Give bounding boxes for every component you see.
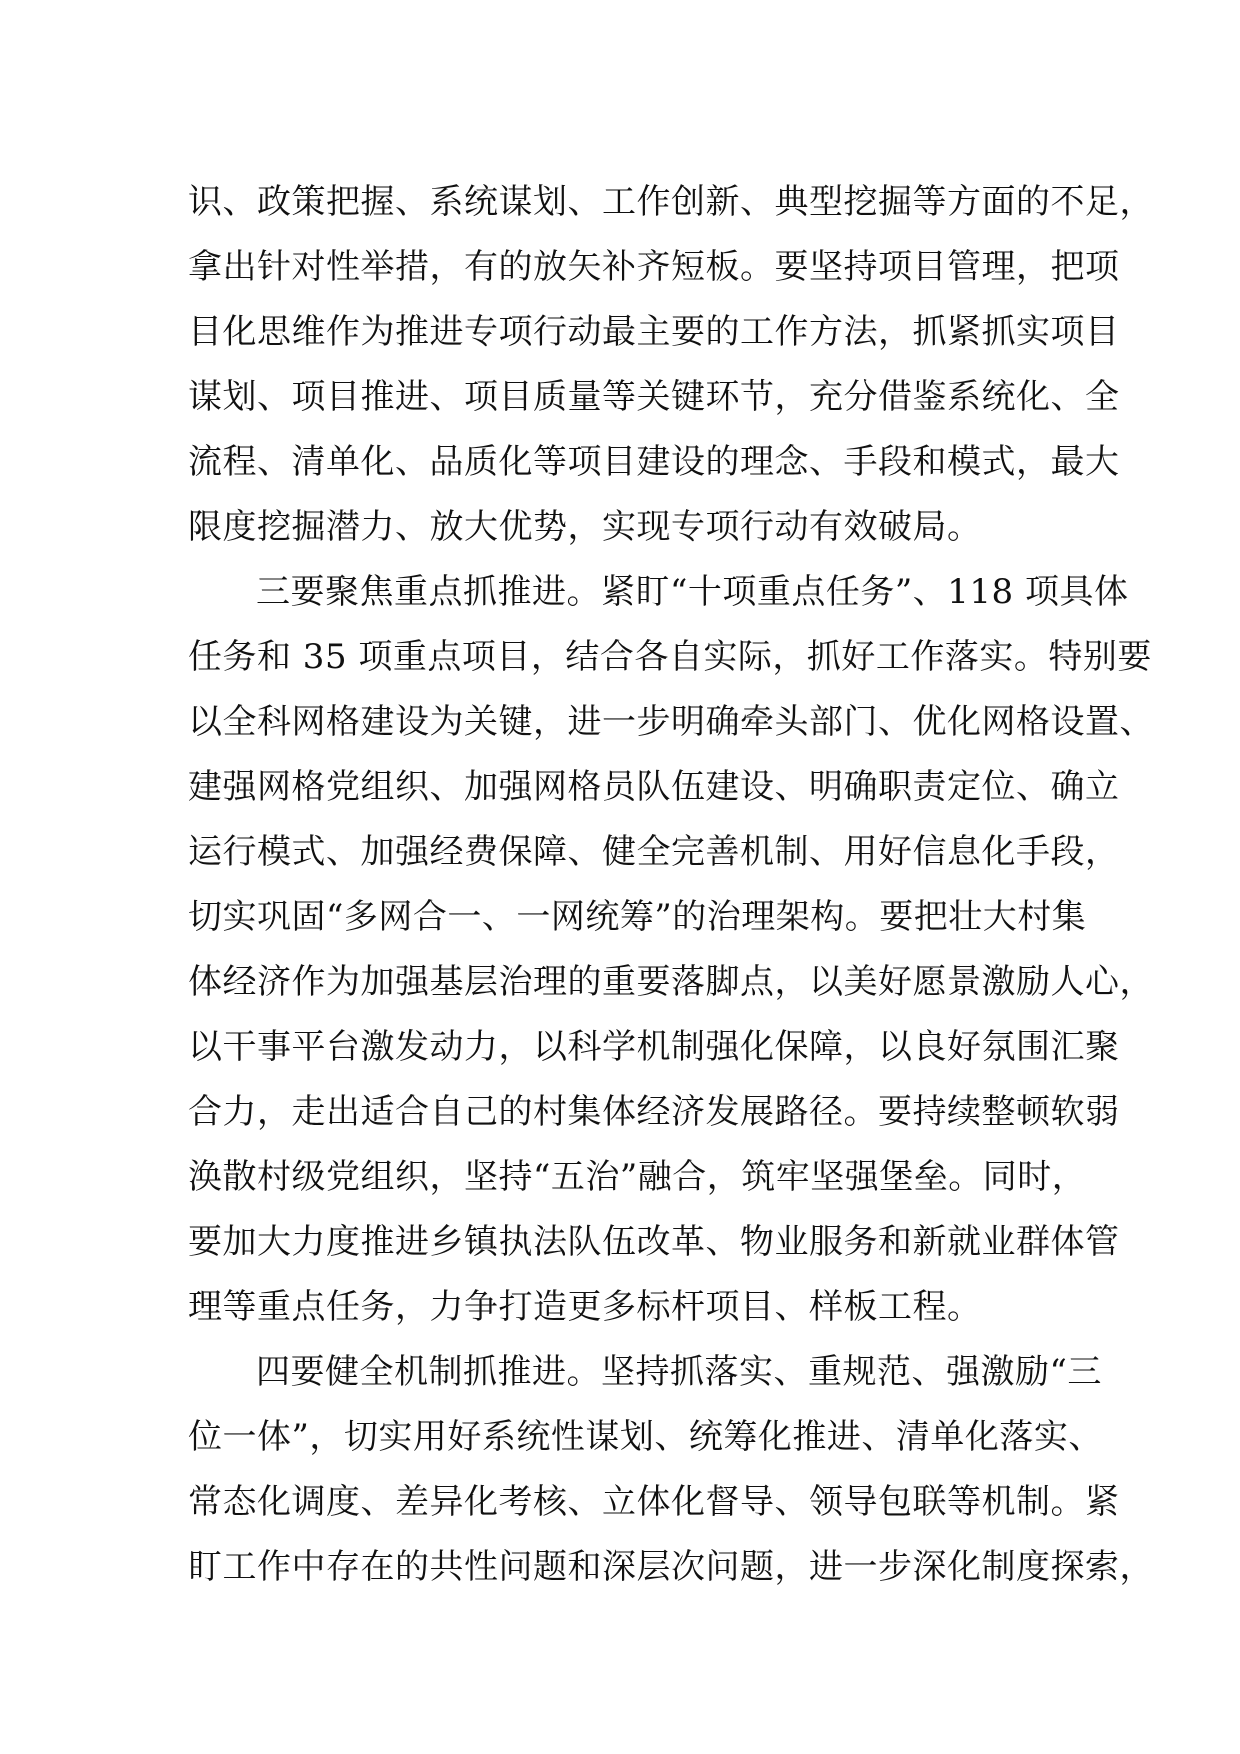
- text-line: 识、政策把握、系统谋划、工作创新、典型挖掘等方面的不足，: [188, 182, 1154, 222]
- text-line: 运行模式、加强经费保障、健全完善机制、用好信息化手段，: [188, 832, 1120, 872]
- text-line: 任务和 35 项重点项目，结合各自实际，抓好工作落实。特别要: [188, 637, 1152, 677]
- text-line: 建强网格党组织、加强网格员队伍建设、明确职责定位、确立: [188, 767, 1120, 807]
- text-line: 体经济作为加强基层治理的重要落脚点，以美好愿景激励人心，: [188, 962, 1154, 1002]
- text-line: 盯工作中存在的共性问题和深层次问题，进一步深化制度探索，: [188, 1547, 1154, 1587]
- text-line: 位一体”，切实用好系统性谋划、统筹化推进、清单化落实、: [188, 1417, 1103, 1457]
- body-text: [188, 170, 1154, 1600]
- text-line: 流程、清单化、品质化等项目建设的理念、手段和模式，最大: [188, 442, 1120, 482]
- paragraph-first-line: 四要健全机制抓推进。坚持抓落实、重规范、强激励“三: [256, 1352, 1102, 1392]
- text-line: 涣散村级党组织，坚持“五治”融合，筑牢坚强堡垒。同时，: [188, 1157, 1087, 1197]
- text-line: 目化思维作为推进专项行动最主要的工作方法，抓紧抓实项目: [188, 312, 1120, 352]
- text-line: 要加大力度推进乡镇执法队伍改革、物业服务和新就业群体管: [188, 1222, 1120, 1262]
- text-line: 以全科网格建设为关键，进一步明确牵头部门、优化网格设置、: [188, 702, 1154, 742]
- text-line: 谋划、项目推进、项目质量等关键环节，充分借鉴系统化、全: [188, 377, 1120, 417]
- paragraph-first-line: 三要聚焦重点抓推进。紧盯“十项重点任务”、118 项具体: [256, 572, 1129, 612]
- text-line: 理等重点任务，力争打造更多标杆项目、样板工程。: [188, 1287, 982, 1327]
- text-line: 合力，走出适合自己的村集体经济发展路径。要持续整顿软弱: [188, 1092, 1120, 1132]
- text-line: 以干事平台激发动力，以科学机制强化保障，以良好氛围汇聚: [188, 1027, 1120, 1067]
- text-line: 常态化调度、差异化考核、立体化督导、领导包联等机制。紧: [188, 1482, 1120, 1522]
- text-line: 切实巩固“多网合一、一网统筹”的治理架构。要把壮大村集: [188, 897, 1087, 937]
- text-line: 限度挖掘潜力、放大优势，实现专项行动有效破局。: [188, 507, 982, 547]
- text-line: 拿出针对性举措，有的放矢补齐短板。要坚持项目管理，把项: [188, 247, 1120, 287]
